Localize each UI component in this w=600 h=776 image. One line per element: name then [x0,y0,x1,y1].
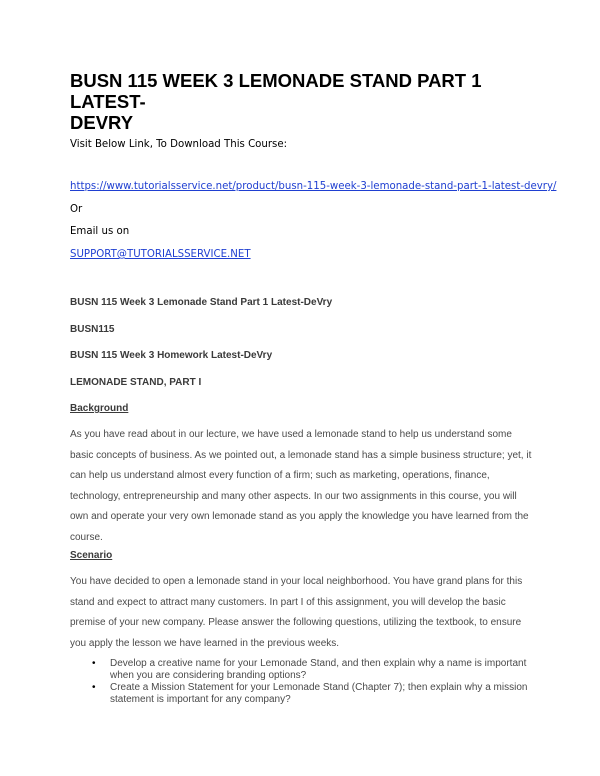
course-title-heading: BUSN 115 Week 3 Lemonade Stand Part 1 Latest-DeVry [70,297,333,308]
paragraph-line: you apply the lesson we have learned in the previous weeks. [70,637,340,649]
assignment-heading: LEMONADE STAND, PART I [70,377,202,388]
paragraph-line: own and operate your very own lemonade stand as you apply the knowledge you have learned from the [70,511,529,522]
title-line: DEVRY [70,112,134,133]
list-item-line: Develop a creative name for your Lemonade Stand, and then explain why a name is important [110,658,527,669]
list-item [70,682,540,705]
paragraph-line: course. [70,531,103,543]
paragraph-line: As you have read about in our lecture, we have used a lemonade stand to help us understand some [70,429,512,440]
scenario-heading: Scenario [70,550,113,561]
paragraph-line: can help us understand almost every function of a firm; such as marketing, operations, finance, [70,470,490,481]
bullet-icon: • [92,658,96,669]
scenario-paragraph [70,572,540,654]
paragraph-line: basic concepts of business. As we pointed out, a lemonade stand has a simple business structure; yet, it [70,449,532,461]
list-item-line: statement is important for any company? [110,693,291,705]
paragraph-line: technology, entrepreneurship and many other aspects. In our two assignments in this course, you will [70,490,517,502]
title-line: BUSN 115 WEEK 3 LEMONADE STAND PART 1 LATEST- [70,70,482,112]
paragraph-line: You have decided to open a lemonade stand in your local neighborhood. You have grand plans for this [70,576,523,587]
bullet-icon: • [92,682,96,693]
question-list [70,658,540,706]
paragraph-line: premise of your new company. Please answer the following questions, utilizing the textbook, to ensure [70,617,522,628]
document-title [70,70,530,133]
list-item [70,658,540,681]
course-download-link[interactable]: https://www.tutorialsservice.net/product/busn-115-week-3-lemonade-stand-part-1-latest-devry/ [70,181,557,192]
course-code-heading: BUSN115 [70,324,115,335]
homework-heading: BUSN 115 Week 3 Homework Latest-DeVry [70,350,273,361]
visit-instruction: Visit Below Link, To Download This Course: [70,139,288,150]
list-item-line: Create a Mission Statement for your Lemonade Stand (Chapter 7); then explain why a mission [110,682,528,693]
background-heading: Background [70,403,129,414]
list-item-line: when you are considering branding options? [110,669,307,681]
support-email-link[interactable]: SUPPORT@TUTORIALSSERVICE.NET [70,249,251,260]
or-text: Or [70,204,83,215]
background-paragraph [70,425,540,548]
email-label: Email us on [70,226,130,237]
paragraph-line: stand and expect to attract many customers. In part I of this assignment, you will develop the basic [70,596,506,608]
